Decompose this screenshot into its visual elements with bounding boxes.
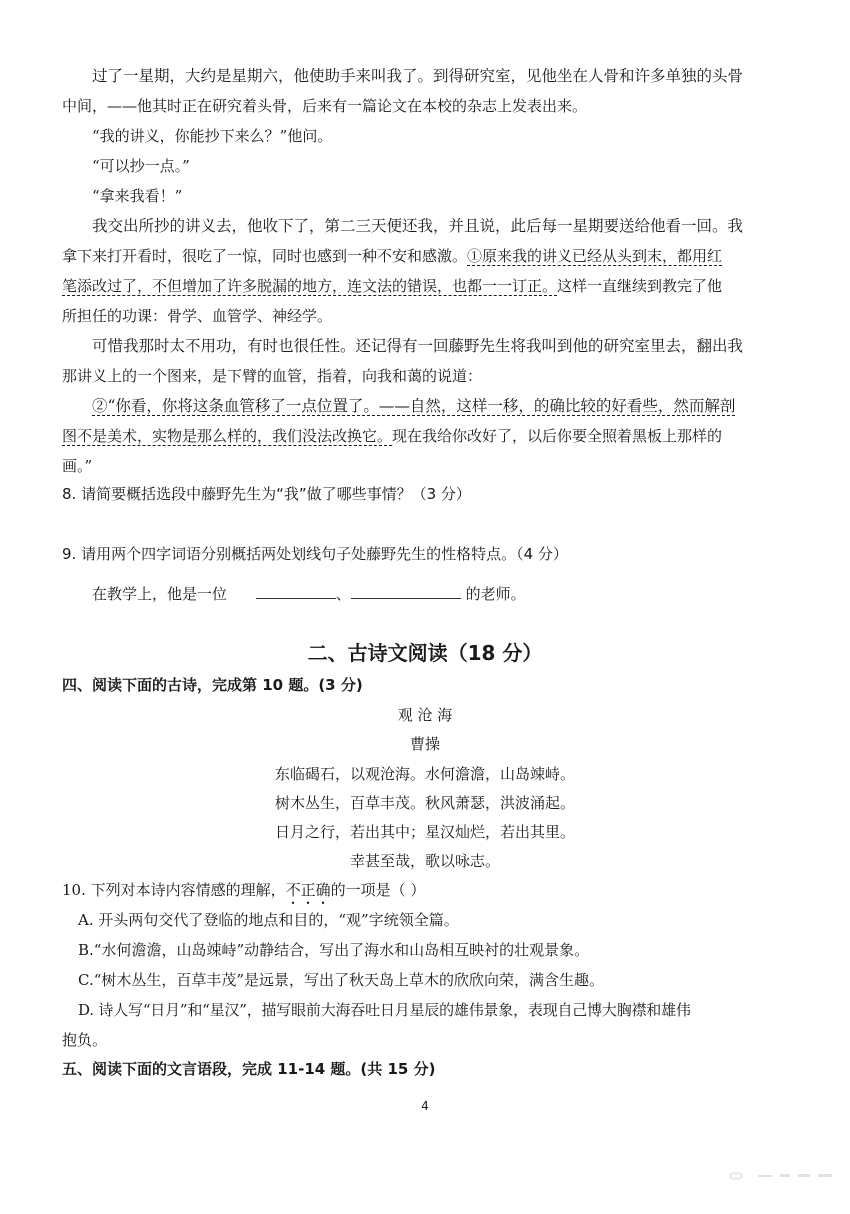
poem-title: 观 沧 海 (397, 706, 453, 724)
page-number: 4 (421, 1099, 429, 1113)
answer-blank-2[interactable] (351, 584, 461, 599)
answer-blank-1[interactable] (256, 584, 336, 599)
underlined-sentence-1: ①原来我的讲义已经从头到末，都用红 (467, 247, 723, 265)
passage-line: 中间，——他其时正在研究着头骨，后来有一篇论文在本校的杂志上发表出来。 (62, 97, 588, 115)
watermark-icon (728, 1168, 838, 1182)
passage-text: 拿下来打开看时，很吃了一惊，同时也感到一种不安和感激。 (62, 247, 468, 265)
underlined-sentence-1-cont: 笔添改过了，不但增加了许多脱漏的地方，连文法的错误，也都一一订正。 (62, 277, 558, 295)
passage-line: 画。” (62, 457, 93, 475)
question-8: 8. 请简要概括选段中藤野先生为“我”做了哪些事情？（3 分） (62, 485, 471, 503)
passage-line: “拿来我看！” (92, 187, 183, 205)
passage-line: “我的讲义，你能抄下来么？”他问。 (92, 127, 333, 145)
part-4-heading: 四、阅读下面的古诗，完成第 10 题。(3 分) (62, 676, 363, 694)
option-a: A. 开头两句交代了登临的地点和目的，“观”字统领全篇。 (78, 911, 459, 929)
poem-line: 树木丛生，百草丰茂。秋风萧瑟，洪波涌起。 (274, 794, 575, 812)
passage-line: “可以抄一点。” (92, 157, 190, 175)
option-d: D. 诗人写“日月”和“星汉”，描写眼前大海吞吐日月星辰的雄伟景象，表现自己博大胸襟和雄伟 (78, 1001, 691, 1019)
underlined-sentence-2: ②“你看，你将这条血管移了一点位置了。——自然，这样一移，的确比较的好看些，然而解剖 (92, 397, 736, 415)
option-c: C.“树木丛生，百草丰茂”是远景，写出了秋天岛上草木的欣欣向荣，满含生趣。 (78, 971, 605, 989)
question-9-fill (92, 584, 526, 604)
passage-line: 可惜我那时太不用功，有时也很任性。还记得有一回藤野先生将我叫到他的研究室里去，翻出我 (92, 337, 744, 355)
question-9: 9. 请用两个四字词语分别概括两处划线句子处藤野先生的性格特点。（4 分） (62, 545, 568, 563)
passage-line: 我交出所抄的讲义去，他收下了，第二三天便还我，并且说，此后每一星期要送给他看一回。我 (92, 217, 744, 235)
q10-stem: 10. 下列对本诗内容情感的理解， (62, 881, 286, 899)
q10-stem-end: 的一项是（ ） (330, 881, 426, 899)
passage-line: 所担任的功课：骨学、血管学、神经学。 (62, 307, 333, 325)
part-5-heading: 五、阅读下面的文言语段，完成 11-14 题。(共 15 分) (62, 1060, 436, 1078)
option-b: B.“水何澹澹，山岛竦峙”动静结合，写出了海水和山岛相互映衬的壮观景象。 (78, 941, 590, 959)
poem-author: 曹操 (409, 735, 440, 753)
fill-suffix: 的老师。 (465, 585, 526, 603)
passage-line (62, 246, 722, 266)
fill-separator: 、 (335, 585, 351, 603)
passage-text: 现在我给你改好了，以后你要全照着黑板上那样的 (392, 427, 723, 445)
option-d-cont: 抱负。 (62, 1031, 108, 1049)
passage-line (62, 426, 722, 446)
fill-prefix: 在教学上，他是一位 (92, 585, 228, 603)
passage-line: 过了一星期，大约是星期六，他使助手来叫我了。到得研究室，见他坐在人骨和许多单独的头骨 (92, 67, 744, 85)
poem-line: 东临碣石，以观沧海。水何澹澹，山岛竦峙。 (274, 765, 575, 783)
passage-line (62, 276, 722, 296)
passage-line: 那讲义上的一个图来，是下臂的血管，指着，向我和蔼的说道： (62, 367, 483, 385)
q10-emphasis: 不正确 (285, 881, 331, 899)
section-title: 二、古诗文阅读（18 分） (307, 641, 543, 665)
poem-line: 日月之行，若出其中；星汉灿烂，若出其里。 (274, 823, 575, 841)
question-10 (62, 880, 425, 908)
underlined-sentence-2-cont: 图不是美术，实物是那么样的，我们没法改换它。 (62, 427, 393, 445)
poem-line: 幸甚至哉，歌以咏志。 (349, 852, 500, 870)
passage-text: 这样一直继续到教完了他 (557, 277, 723, 295)
